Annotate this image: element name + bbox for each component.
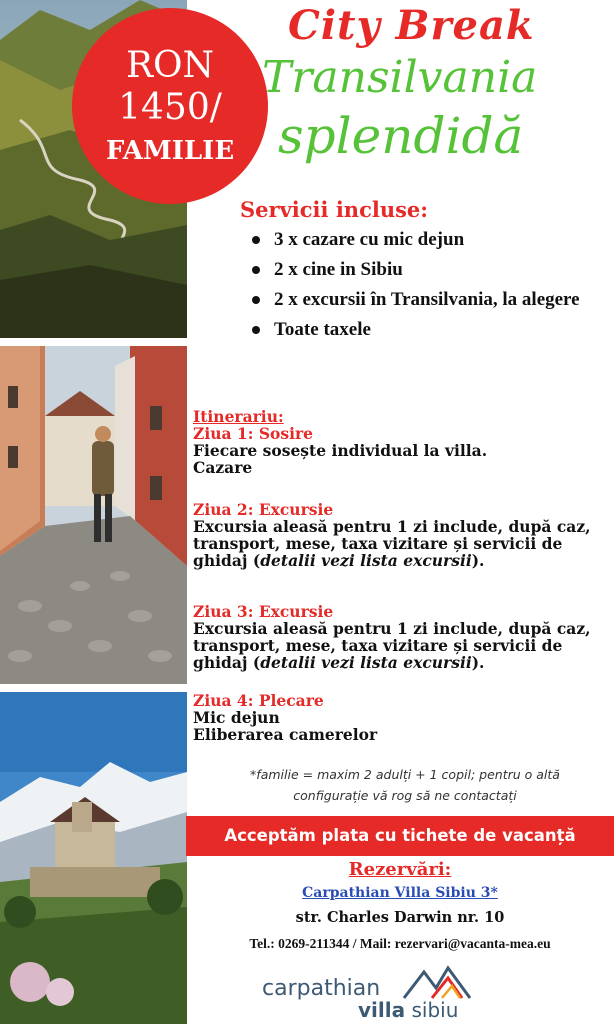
itinerary-day1	[193, 408, 608, 476]
title-city-break: City Break	[288, 2, 535, 49]
footnote-line: configurație vă rog să ne contactați	[293, 788, 517, 803]
carpathian-villa-logo	[262, 962, 522, 1022]
day-title: Ziua 3: Excursie	[193, 602, 334, 621]
itinerary-day4	[193, 692, 608, 743]
service-item: 2 x cine in Sibiu	[250, 256, 610, 283]
footnote-line: *familie = maxim 2 adulți + 1 copil; pentru o altă	[250, 767, 560, 782]
logo-word-villa-sibiu: villa sibiu	[358, 998, 459, 1022]
day-text: Excursia aleasă pentru 1 zi include, după caz, transport, mese, taxa vizitare și servicii de ghidaj (detalii vezi lista excursii).	[193, 619, 591, 672]
price-asterisk: *	[236, 130, 251, 163]
day-text: Cazare	[193, 458, 253, 477]
service-item: Toate taxele	[250, 316, 610, 343]
services-list	[250, 226, 610, 346]
price-unit: FAMILIE	[105, 136, 235, 166]
address-text: str. Charles Darwin nr. 10	[295, 909, 505, 926]
day-text: Mic dejun	[193, 708, 280, 727]
services-heading: Servicii incluse:	[240, 197, 429, 222]
mountain-logo-icon	[402, 964, 472, 1000]
title-transilvania: Transilvania	[262, 52, 538, 103]
day-title: Ziua 2: Excursie	[193, 500, 334, 519]
contact-text: Tel.: 0269-211344 / Mail: rezervari@vacanta-mea.eu	[249, 936, 551, 951]
villa-link[interactable]: Carpathian Villa Sibiu 3*	[302, 885, 498, 901]
reservations-heading: Rezervări:	[348, 859, 452, 880]
payment-banner: Acceptăm plata cu tichete de vacanță	[186, 816, 614, 856]
itinerary-day2	[193, 501, 608, 569]
day-text: Eliberarea camerelor	[193, 725, 378, 744]
itinerary-heading: Itinerariu:	[193, 407, 284, 426]
service-item: 2 x excursii în Transilvania, la alegere	[250, 286, 610, 313]
price-badge	[72, 8, 268, 204]
price-currency: RON	[125, 45, 215, 86]
day-text: Excursia aleasă pentru 1 zi include, după caz, transport, mese, taxa vizitare și servicii de ghidaj (detalii vezi lista excursii).	[193, 517, 591, 570]
itinerary-day3	[193, 603, 608, 671]
price-amount: 1450/	[118, 87, 222, 128]
fortified-church-photo	[0, 692, 187, 1024]
day-text: Fiecare sosește individual la villa.	[193, 441, 488, 460]
day-title: Ziua 1: Sosire	[193, 424, 313, 443]
family-footnote	[196, 764, 614, 806]
day-title: Ziua 4: Plecare	[193, 691, 324, 710]
service-item: 3 x cazare cu mic dejun	[250, 226, 610, 253]
title-splendida: splendidă	[278, 107, 524, 165]
logo-word-carpathian: carpathian	[262, 976, 381, 1001]
cobblestone-street-photo	[0, 346, 187, 684]
